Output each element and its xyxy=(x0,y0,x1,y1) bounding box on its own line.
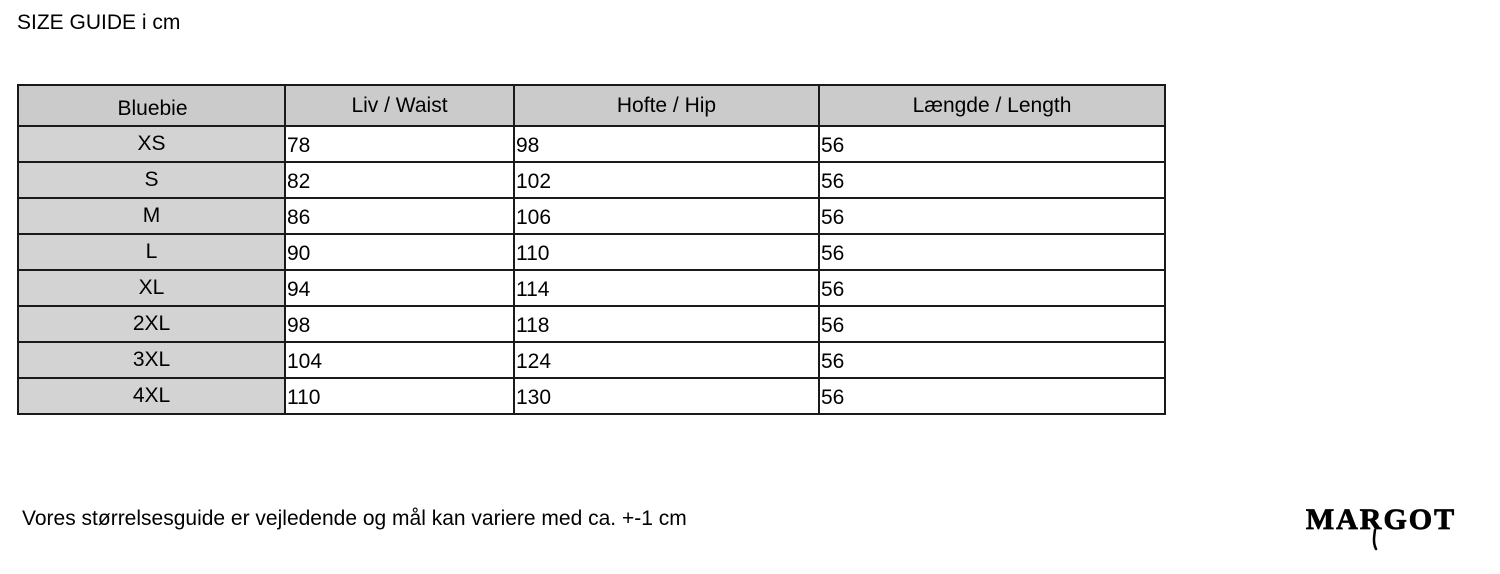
length-value: 56 xyxy=(819,270,1165,306)
hip-value: 106 xyxy=(514,198,819,234)
page-title: SIZE GUIDE i cm xyxy=(17,11,181,34)
hip-value: 114 xyxy=(514,270,819,306)
table-row xyxy=(18,378,1165,414)
size-label: S xyxy=(18,162,285,198)
waist-value: 82 xyxy=(285,162,514,198)
waist-value: 110 xyxy=(285,378,514,414)
size-guide-footnote: Vores størrelsesguide er vejledende og mål kan variere med ca. +-1 cm xyxy=(22,507,687,530)
table-row xyxy=(18,126,1165,162)
length-value: 56 xyxy=(819,234,1165,270)
table-row xyxy=(18,234,1165,270)
size-label: L xyxy=(18,234,285,270)
hip-column-header: Hofte / Hip xyxy=(514,85,819,126)
size-label: M xyxy=(18,198,285,234)
size-label: 2XL xyxy=(18,306,285,342)
table-header-row xyxy=(18,85,1165,126)
table-row xyxy=(18,342,1165,378)
waist-value: 98 xyxy=(285,306,514,342)
size-guide-table xyxy=(17,84,1166,415)
table-row xyxy=(18,162,1165,198)
waist-column-header: Liv / Waist xyxy=(285,85,514,126)
margot-logo xyxy=(1276,503,1486,553)
logo-swash xyxy=(1374,530,1376,549)
hip-value: 130 xyxy=(514,378,819,414)
length-value: 56 xyxy=(819,306,1165,342)
logo-wordmark: MARGOT xyxy=(1305,503,1457,536)
waist-value: 104 xyxy=(285,342,514,378)
waist-value: 94 xyxy=(285,270,514,306)
size-label: 3XL xyxy=(18,342,285,378)
length-value: 56 xyxy=(819,126,1165,162)
length-column-header: Længde / Length xyxy=(819,85,1165,126)
table-row xyxy=(18,270,1165,306)
waist-value: 86 xyxy=(285,198,514,234)
length-value: 56 xyxy=(819,162,1165,198)
waist-value: 90 xyxy=(285,234,514,270)
hip-value: 110 xyxy=(514,234,819,270)
hip-value: 102 xyxy=(514,162,819,198)
hip-value: 124 xyxy=(514,342,819,378)
size-label: XL xyxy=(18,270,285,306)
length-value: 56 xyxy=(819,378,1165,414)
length-value: 56 xyxy=(819,198,1165,234)
waist-value: 78 xyxy=(285,126,514,162)
table-row xyxy=(18,306,1165,342)
size-label: 4XL xyxy=(18,378,285,414)
table-row xyxy=(18,198,1165,234)
brand-name-header: Bluebie xyxy=(18,85,285,126)
size-label: XS xyxy=(18,126,285,162)
hip-value: 98 xyxy=(514,126,819,162)
length-value: 56 xyxy=(819,342,1165,378)
hip-value: 118 xyxy=(514,306,819,342)
